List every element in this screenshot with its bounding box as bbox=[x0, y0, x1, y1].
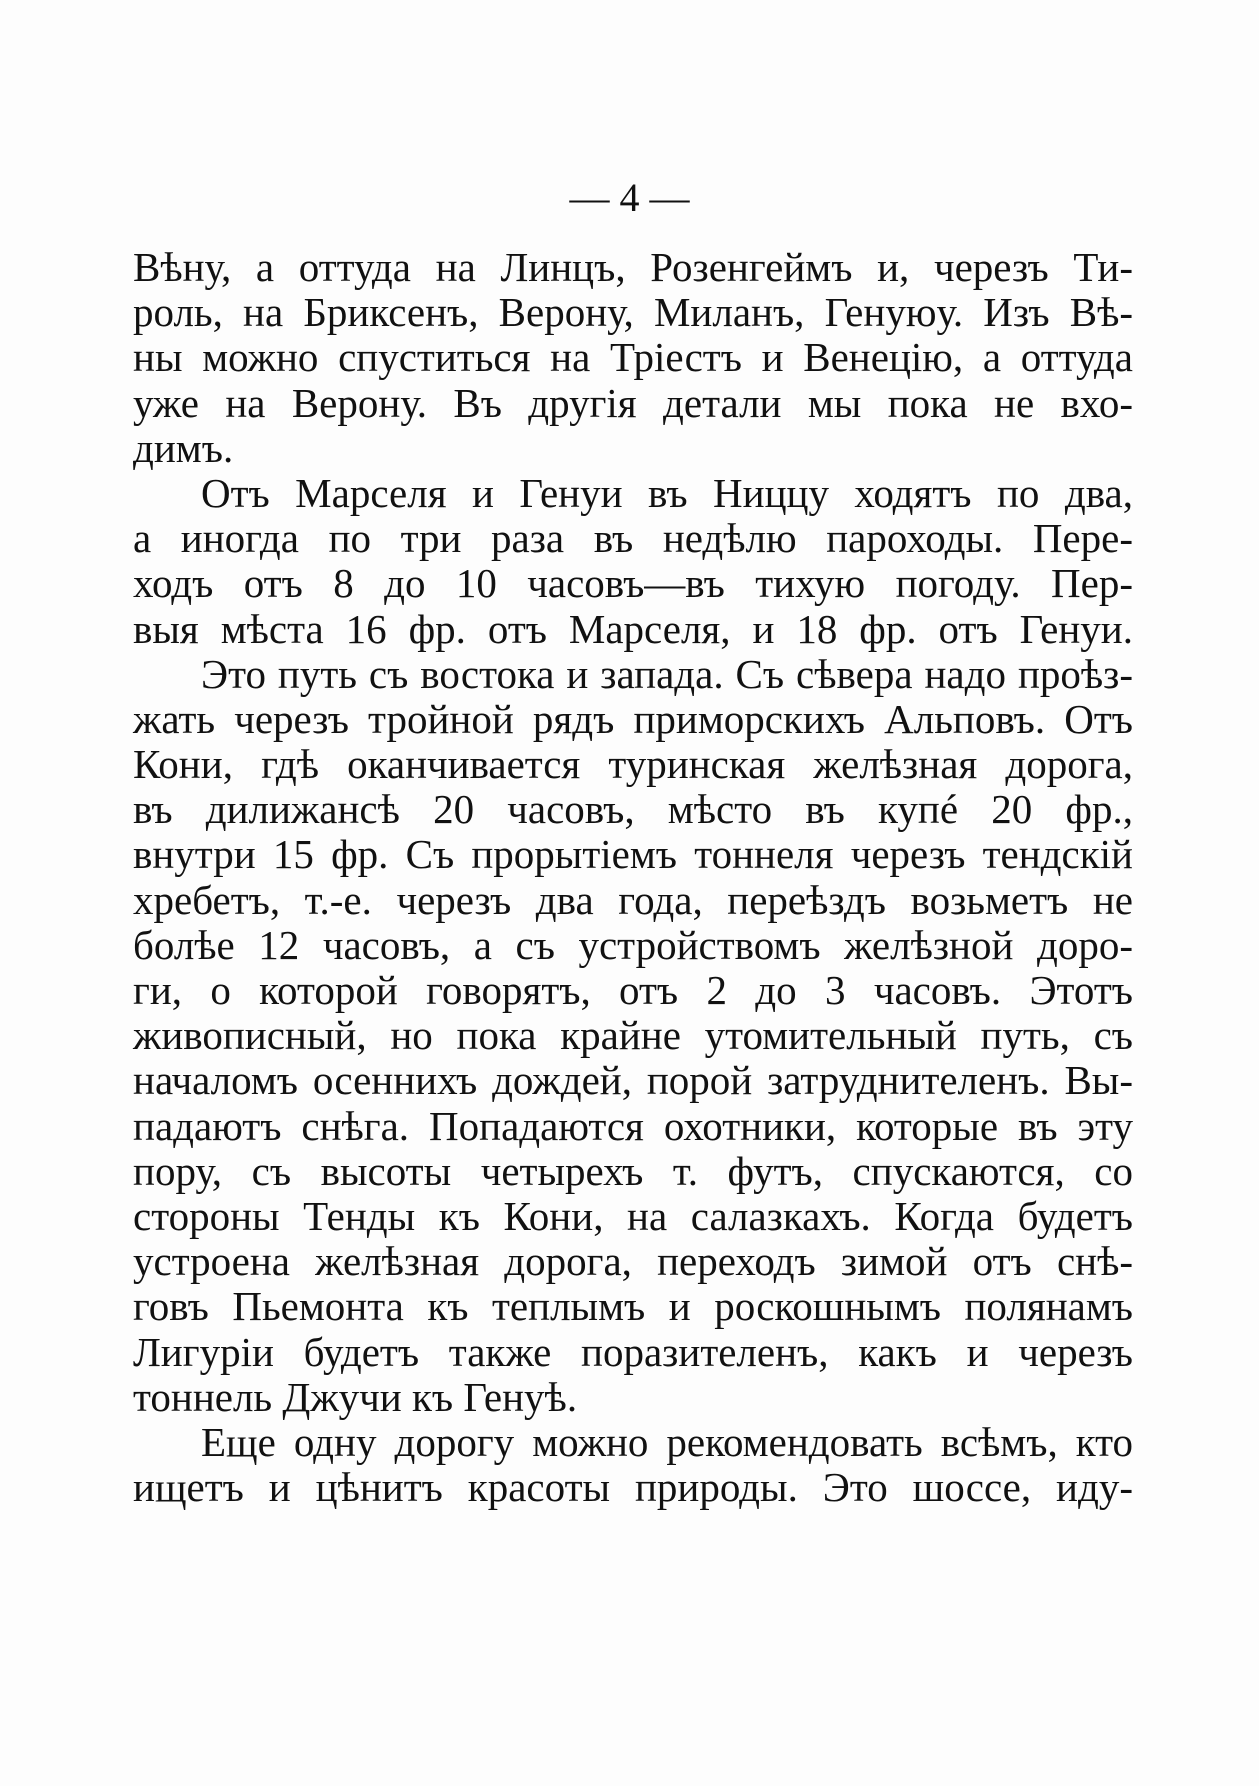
text-line: димъ. bbox=[133, 424, 234, 471]
text-line: жать черезъ тройной рядъ приморскихъ Альповъ. Отъ bbox=[133, 695, 1133, 742]
text-line: выя мѣста 16 фр. отъ Марселя, и 18 фр. отъ Генуи. bbox=[133, 605, 1133, 652]
text-line: роль, на Бриксенъ, Верону, Миланъ, Генуюу. Изъ Вѣ- bbox=[133, 289, 1133, 336]
body-text bbox=[133, 245, 1133, 1510]
text-line: падаютъ снѣга. Попадаются охотники, которые въ эту bbox=[133, 1102, 1133, 1149]
text-line: ходъ отъ 8 до 10 часовъ—въ тихую погоду. Пер- bbox=[133, 560, 1133, 607]
text-line: началомъ осеннихъ дождей, порой затруднителенъ. Вы- bbox=[133, 1057, 1133, 1104]
text-line: ищетъ и цѣнитъ красоты природы. Это шоссе, иду- bbox=[133, 1464, 1133, 1511]
text-line: ги, о которой говорятъ, отъ 2 до 3 часовъ. Этотъ bbox=[133, 967, 1133, 1013]
text-line: а иногда по три раза въ недѣлю пароходы. Пере- bbox=[133, 515, 1133, 562]
paragraph bbox=[133, 652, 1133, 1420]
text-line: уже на Верону. Въ другія детали мы пока не вхо- bbox=[133, 379, 1133, 426]
paragraph bbox=[133, 471, 1133, 652]
text-line: Кони, гдѣ оканчивается туринская желѣзная дорога, bbox=[133, 741, 1133, 788]
text-line: хребетъ, т.-е. черезъ два года, переѣздъ возьметъ не bbox=[133, 876, 1133, 923]
text-line: въ дилижансѣ 20 часовъ, мѣсто въ купé 20 фр., bbox=[133, 786, 1133, 833]
text-line: Это путь съ востока и запада. Съ сѣвера надо проѣз- bbox=[201, 650, 1133, 697]
text-line: Еще одну дорогу можно рекомендовать всѣмъ, кто bbox=[201, 1418, 1133, 1465]
text-line: болѣе 12 часовъ, а съ устройствомъ желѣзной доро- bbox=[133, 921, 1133, 968]
text-line: Лигуріи будетъ также поразителенъ, какъ и черезъ bbox=[133, 1328, 1133, 1375]
paragraph bbox=[133, 1420, 1133, 1510]
text-line: говъ Пьемонта къ теплымъ и роскошнымъ полянамъ bbox=[133, 1283, 1133, 1330]
text-line: Вѣну, а оттуда на Линцъ, Розенгеймъ и, черезъ Ти- bbox=[133, 244, 1133, 290]
text-line: стороны Тенды къ Кони, на салазкахъ. Когда будетъ bbox=[133, 1192, 1133, 1239]
paragraph bbox=[133, 245, 1133, 471]
page-number: — 4 — bbox=[569, 175, 690, 220]
text-line: ны можно спуститься на Тріестъ и Венецію, а оттуда bbox=[133, 334, 1133, 381]
text-line: пору, съ высоты четырехъ т. футъ, спускаются, со bbox=[133, 1147, 1133, 1194]
text-line: тоннель Джучи къ Генуѣ. bbox=[133, 1373, 578, 1420]
text-line: внутри 15 фр. Съ прорытіемъ тоннеля черезъ тендскій bbox=[133, 831, 1133, 878]
text-line: устроена желѣзная дорога, переходъ зимой отъ снѣ- bbox=[133, 1238, 1133, 1285]
text-line: Отъ Марселя и Генуи въ Ниццу ходятъ по два, bbox=[201, 469, 1133, 516]
text-line: живописный, но пока крайне утомительный путь, съ bbox=[133, 1012, 1133, 1059]
